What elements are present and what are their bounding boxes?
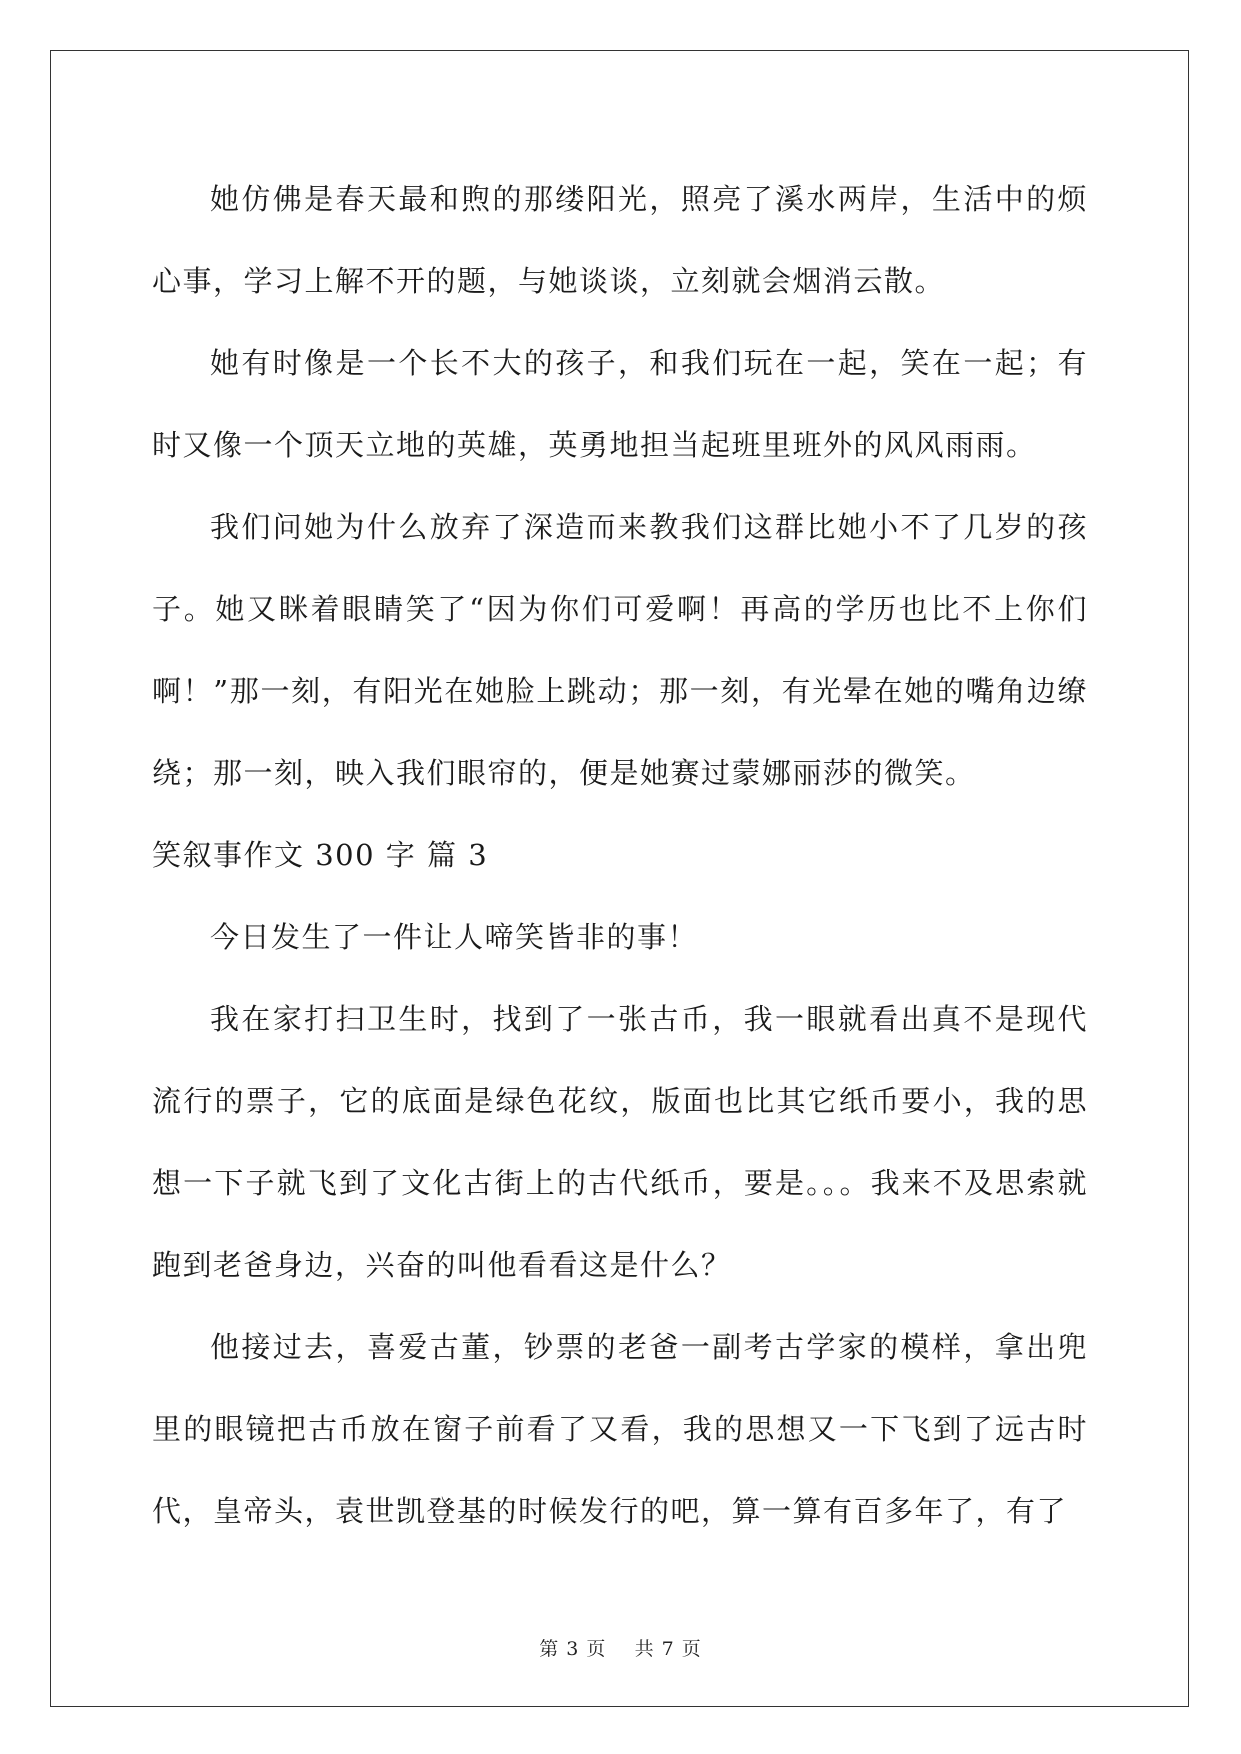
section-heading: 笑叙事作文 300 字 篇 3 [152, 838, 489, 872]
paragraph: 我在家打扫卫生时，找到了一张古币，我一眼就看出真不是现代流行的票子，它的底面是绿色花纹，版面也比其它纸币要小，我的思想一下子就飞到了文化古街上的古代纸币，要是。。。我来不及思索就跑到老爸身边，兴奋的叫他看看这是什么？ [152, 1002, 1088, 1282]
page-number: 第 3 页 [539, 1638, 607, 1660]
paragraph: 她仿佛是春天最和煦的那缕阳光，照亮了溪水两岸，生活中的烦心事，学习上解不开的题，与她谈谈，立刻就会烟消云散。 [152, 182, 1088, 298]
paragraph: 她有时像是一个长不大的孩子，和我们玩在一起，笑在一起；有时又像一个顶天立地的英雄，英勇地担当起班里班外的风风雨雨。 [152, 346, 1088, 462]
page-total: 共 7 页 [634, 1638, 702, 1660]
page-footer [0, 1634, 1241, 1661]
paragraph: 他接过去，喜爱古董，钞票的老爸一副考古学家的模样，拿出兜里的眼镜把古币放在窗子前看了又看，我的思想又一下飞到了远古时代，皇帝头，袁世凯登基的时候发行的吧，算一算有百多年了，有了 [152, 1330, 1088, 1528]
paragraph: 今日发生了一件让人啼笑皆非的事！ [210, 920, 699, 954]
paragraph: 我们问她为什么放弃了深造而来教我们这群比她小不了几岁的孩子。她又眯着眼睛笑了“因为你们可爱啊！再高的学历也比不上你们啊！”那一刻，有阳光在她脸上跳动；那一刻，有光晕在她的嘴角边缭绕；那一刻，映入我们眼帘的，便是她赛过蒙娜丽莎的微笑。 [152, 510, 1088, 790]
document-body [152, 158, 1088, 1552]
